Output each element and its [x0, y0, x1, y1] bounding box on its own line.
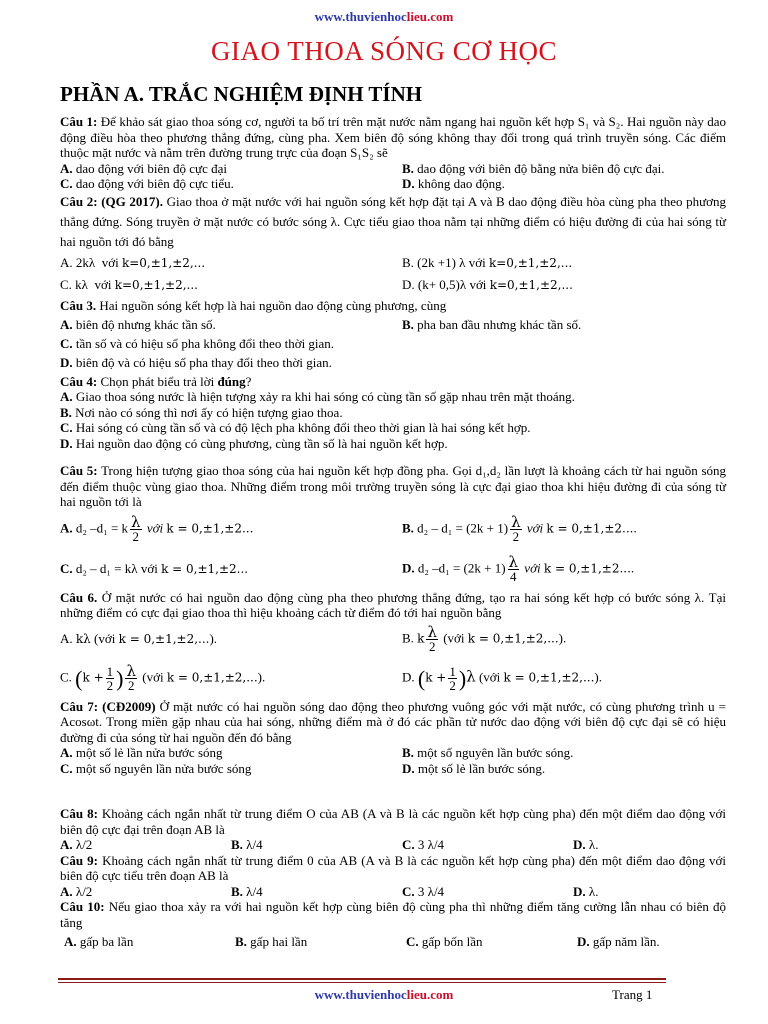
q2-options-row2 — [60, 274, 726, 296]
q9-option-c: C. 3 λ/4 — [402, 883, 445, 899]
q1-option-b: B. dao động với biên độ bằng nửa biên độ cực đại. — [402, 160, 665, 176]
q1-option-a: A. dao động với biên độ cực đại — [60, 160, 227, 176]
question-4: Câu 4: Chọn phát biểu trả lời đúng? — [60, 373, 252, 389]
q6-options-row2 — [60, 659, 726, 699]
question-2: Câu 2: (QG 2017). Giao thoa ở mặt nước với hai nguồn sóng kết hợp đặt tại A và B dao động điều hòa cùng pha theo phương thẳng đứng. Sóng truyền ở mặt nước có bước sóng λ. Cực tiểu giao thoa nằm tại những điểm có hiệu đường đi của hai sóng từ hai nguồn tới đó bằng — [60, 193, 727, 249]
q1-option-c: C. dao động với biên độ cực tiểu. — [60, 176, 234, 191]
q3-options-row1 — [60, 315, 726, 334]
footer-rule-thin — [58, 982, 666, 983]
q8-option-c: C. 3 λ/4 — [402, 837, 445, 852]
q7-option-c: C. một số nguyên lần nửa bước sóng — [60, 760, 252, 776]
q5-option-d: D. d₂ –d₁ = (2k + 1) $\frac{\lambda}{4}$ với k = 0,±1,±2.... — [402, 553, 635, 584]
q5-options-row1 — [60, 510, 726, 550]
q6-option-c: C. (k + $\frac{1}{2}$ ) $\frac{\lambda}{2}$ (với k = 0,±1,±2,...). — [60, 662, 266, 693]
q6-option-a: A. kλ (với k = 0,±1,±2,...). — [60, 631, 218, 647]
q6-option-d: D. (k + $\frac{1}{2}$ )λ (với k = 0,±1,±2,...). — [402, 664, 602, 693]
q7-option-a: A. một số lẻ lần nửa bước sóng — [60, 745, 223, 760]
q1-options-row2 — [60, 176, 726, 192]
q1-option-d: D. không dao động. — [402, 176, 505, 191]
q10-option-a: A. gấp ba lần — [64, 934, 134, 949]
section-title: PHẦN A. TRẮC NGHIỆM ĐỊNH TÍNH — [60, 82, 423, 106]
q2-option-d: D. (k+ 0,5)λ với k=0,±1,±2,... — [402, 276, 573, 292]
q8-option-d: D. λ. — [573, 837, 599, 852]
q10-options — [60, 934, 726, 950]
question-8: Câu 8: Khoảng cách ngắn nhất từ trung điểm O của AB (A và B là các nguồn kết hợp cùng pha) đến một điểm dao động với biên độ cực đại trên đoạn AB là — [60, 806, 727, 837]
q7-option-d: D. một số lẻ lần bước sóng. — [402, 760, 546, 776]
q2-options-row1 — [60, 252, 726, 274]
q4-option-b: B. Nơi nào có sóng thì nơi ấy có hiện tượng giao thoa. — [60, 404, 343, 420]
header-site: www.thuvienhoclieu.com — [314, 9, 454, 24]
q3-option-b: B. pha ban đầu nhưng khác tần số. — [402, 316, 582, 332]
q7-option-b: B. một số nguyên lần bước sóng. — [402, 745, 574, 760]
q2-option-c: C. kλ với k=0,±1,±2,... — [60, 276, 198, 292]
q9-option-d: D. λ. — [573, 883, 599, 899]
q4-option-d: D. Hai nguồn dao động có cùng phương, cùng tần số là hai nguồn kết hợp. — [60, 435, 448, 451]
q3-option-a: A. biên độ nhưng khác tần số. — [60, 316, 216, 332]
q3-option-d: D. biên độ và có hiệu số pha thay đổi theo thời gian. — [60, 354, 332, 370]
q5-option-b: B. d₂ – d₁ = (2k + 1) $\frac{\lambda}{2}$ với k = 0,±1,±2.... — [402, 513, 637, 544]
q9-option-a: A. λ/2 — [60, 883, 93, 899]
question-3: Câu 3. Hai nguồn sóng kết hợp là hai nguồn dao động cùng phương, cùng — [60, 297, 447, 313]
q5-options-row2 — [60, 550, 726, 590]
q8-option-b: B. λ/4 — [231, 837, 263, 852]
q10-option-b: B. gấp hai lần — [235, 934, 308, 949]
q4-option-c: C. Hai sóng có cùng tần số và có độ lệch pha không đổi theo thời gian là hai sóng kết hợp. — [60, 420, 531, 435]
question-6: Câu 6. Ở mặt nước có hai nguồn dao động cùng pha theo phương thẳng đứng, tạo ra hai sóng kết hợp có bước sóng λ. Tại những điểm có cực đại giao thoa thì hiệu khoảng cách từ điểm đó tới hai nguồn bằng — [60, 589, 726, 620]
questions — [60, 114, 726, 950]
question-7: Câu 7: (CĐ2009) Ở mặt nước có hai nguồn sóng dao động theo phương vuông góc với mặt nước, có cùng phương trình u = Acosωt. Trong miền gặp nhau của hai sóng, những điểm mà ở đó các phần tử nước dao động với biên độ cực đại sẽ có hiệu đường đi của sóng từ hai nguồn đến đó bằng — [60, 698, 727, 745]
q1-options-row1 — [60, 161, 726, 177]
question-5: Câu 5: Trong hiện tượng giao thoa sóng của hai nguồn kết hợp đồng pha. Gọi d₁,d₂ lần lượt là khoảng cách từ hai nguồn sóng đến điểm thuộc vùng giao thoa. Những điểm trong môi trường truyền sóng là cực đại giao thoa khi hiệu đường đi của sóng từ hai nguồn tới là — [60, 463, 727, 509]
q3-option-c: C. tần số và có hiệu số pha không đổi theo thời gian. — [60, 335, 335, 351]
q6-options-row1 — [60, 621, 726, 659]
q4-option-a: A. Giao thoa sóng nước là hiện tượng xảy ra khi hai sóng có cùng tần số gặp nhau trên mặt thoáng. — [60, 389, 575, 404]
q5-option-c: C. d₂ – d₁ = kλ với k = 0,±1,±2... — [60, 561, 249, 577]
q7-options-row2 — [60, 761, 726, 777]
q10-option-c: C. gấp bốn lần — [406, 934, 483, 949]
question-1: Câu 1: Để khảo sát giao thoa sóng cơ, người ta bố trí trên mặt nước nằm ngang hai nguồn kết hợp S₁ và S₂. Hai nguồn này dao động điều hòa theo phương thẳng đứng, cùng pha. Xem biên độ sóng không thay đổi trong quá trình truyền sóng. Các điểm thuộc mặt nước và nằm trên đường trung trực của đoạn S₁S₂ sẽ — [60, 114, 727, 160]
q5-option-a: A. d₂ –d₁ = k $\frac{\lambda}{2}$ với k = 0,±1,±2... — [60, 513, 254, 544]
q2-option-a: A. 2kλ với k=0,±1,±2,... — [60, 254, 206, 270]
q8-options — [60, 837, 726, 853]
q6-option-b: B. k $\frac{\lambda}{2}$ (với k = 0,±1,±2,...). — [402, 623, 567, 654]
q10-option-d: D. gấp năm lần. — [577, 934, 660, 949]
q9-option-b: B. λ/4 — [231, 883, 263, 899]
footer-rule — [58, 978, 666, 980]
page-number: Trang 1 — [612, 987, 653, 1002]
question-9: Câu 9: Khoảng cách ngắn nhất từ trung điểm 0 của AB (A và B là các nguồn kết hợp cùng pha) đến một điểm dao động với biên độ cực tiểu trên đoạn AB là — [60, 852, 727, 883]
question-10: Câu 10: Nếu giao thoa xảy ra với hai nguồn kết hợp cùng biên độ cùng pha thì những điểm tăng cường lẫn nhau có biên độ tăng — [60, 899, 727, 930]
q2-option-b: B. (2k +1) λ với k=0,±1,±2,... — [402, 254, 573, 270]
footer-site: www.thuvienhoclieu.com — [314, 987, 454, 1002]
q9-options — [60, 884, 726, 900]
q8-option-a: A. λ/2 — [60, 837, 93, 852]
page-title: GIAO THOA SÓNG CƠ HỌC — [210, 36, 558, 66]
q7-options-row1 — [60, 745, 726, 761]
